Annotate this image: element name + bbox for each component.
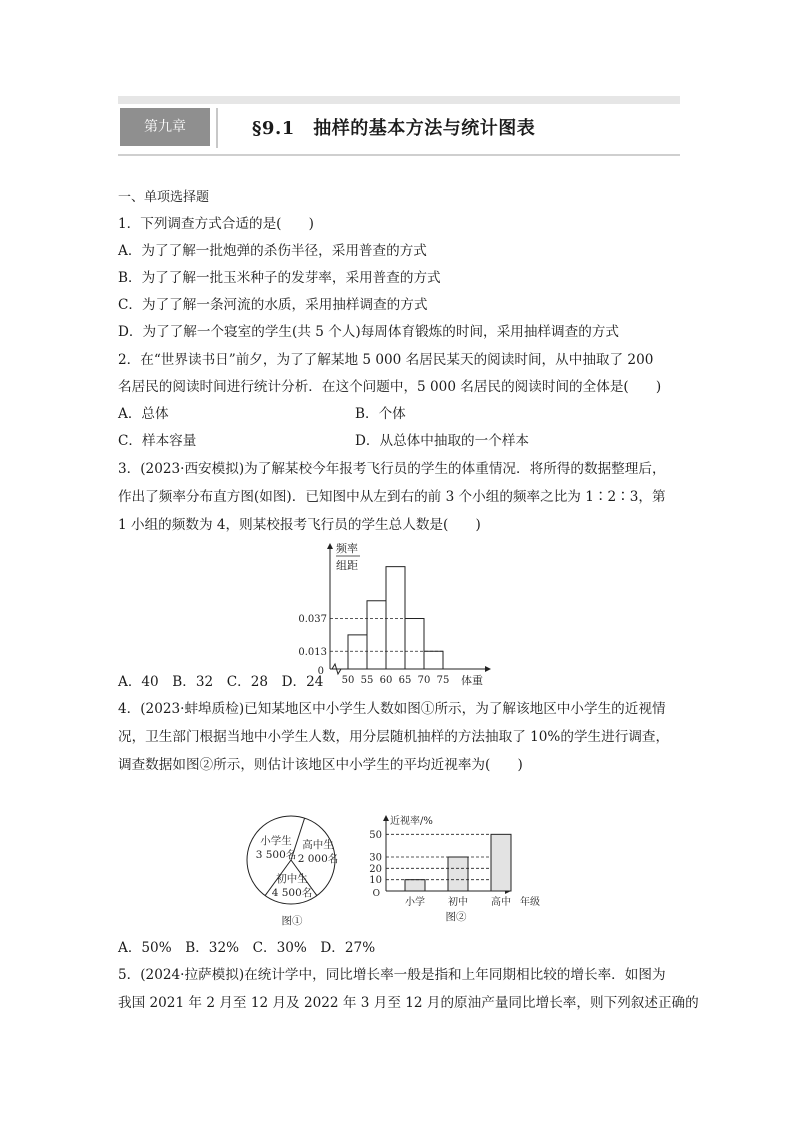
pie-label-middle: 初中生 bbox=[276, 873, 308, 885]
hist-bar bbox=[386, 567, 405, 669]
bar2-y-tick-label: 20 bbox=[369, 863, 382, 875]
q4-options: A．50% B．32% C．30% D．27% bbox=[118, 940, 376, 956]
chapter-tab: 第九章 bbox=[120, 108, 210, 146]
page-title: §9.1 抽样的基本方法与统计图表 bbox=[252, 118, 536, 139]
histogram-chart bbox=[290, 538, 500, 690]
bar2-y-tick-label: 10 bbox=[369, 875, 382, 887]
q2-option-c: C．样本容量 bbox=[118, 433, 197, 449]
bar2-y-tick-label: 30 bbox=[369, 852, 382, 864]
q3-line2: 作出了频率分布直方图(如图)．已知图中从左到右的前 3 个小组的频率之比为 1∶2∶3，第 bbox=[118, 489, 666, 505]
q3-line3: 1 小组的频数为 4，则某校报考飞行员的学生总人数是( ) bbox=[118, 517, 481, 533]
q4-line3: 调查数据如图②所示，则估计该地区中小学生的平均近视率为( ) bbox=[118, 757, 523, 773]
pie-value-primary: 3 500名 bbox=[255, 849, 297, 861]
hist-ylabel-bottom: 组距 bbox=[336, 559, 358, 572]
bar2-x-tick-label: 小学 bbox=[405, 897, 425, 908]
hist-bar bbox=[424, 651, 443, 669]
bar2-ylabel: 近视率/% bbox=[390, 816, 433, 827]
q4-line2: 况，卫生部门根据当地中小学生人数，用分层随机抽样的方法抽取了 10%的学生进行调查， bbox=[118, 729, 670, 745]
hist-y-tick-label: 0.037 bbox=[298, 614, 327, 626]
q5-line1: 5．(2024·拉萨模拟)在统计学中，同比增长率一般是指和上年同期相比较的增长率．如图为 bbox=[118, 967, 666, 983]
q3-line1: 3．(2023·西安模拟)为了解某校今年报考飞行员的学生的体重情况．将所得的数据整理后， bbox=[118, 461, 666, 477]
hist-bar bbox=[348, 635, 367, 669]
hist-x-tick-label: 60 bbox=[379, 675, 393, 686]
q1-stem: 1．下列调查方式合适的是( ) bbox=[118, 216, 314, 232]
pie-caption: 图① bbox=[281, 915, 303, 927]
q2-line1: 2．在“世界读书日”前夕，为了了解某地 5 000 名居民某天的阅读时间，从中抽取了 200 bbox=[118, 352, 654, 368]
hist-x-tick-label: 75 bbox=[436, 675, 450, 686]
pie-value-middle: 4 500名 bbox=[271, 887, 313, 899]
q2-option-a: A．总体 bbox=[118, 406, 169, 422]
q4-line1: 4．(2023·蚌埠质检)已知某地区中小学生人数如图①所示，为了解该地区中小学生的近视情 bbox=[118, 701, 666, 717]
hist-ylabel-top: 频率 bbox=[336, 542, 358, 555]
bar2-x-tick-label: 高中 bbox=[491, 897, 511, 908]
pie-label-primary: 小学生 bbox=[260, 835, 292, 847]
bar2-origin-label: O bbox=[372, 889, 380, 899]
bar2-bar bbox=[405, 880, 425, 891]
q1-option-d: D．为了了解一个寝室的学生(共 5 个人)每周体育锻炼的时间，采用抽样调查的方式 bbox=[118, 324, 619, 340]
hist-x-tick-label: 55 bbox=[360, 675, 374, 686]
bar2-y-tick-label: 50 bbox=[369, 829, 382, 841]
section-heading: 一、单项选择题 bbox=[118, 190, 210, 205]
bar2-bar bbox=[448, 857, 468, 891]
hist-x-tick-label: 50 bbox=[341, 675, 355, 686]
hist-xlabel: 体重 bbox=[461, 674, 483, 687]
pie-chart bbox=[240, 812, 350, 928]
hist-x-tick-label: 65 bbox=[398, 675, 412, 686]
bar2-caption: 图② bbox=[445, 911, 467, 923]
q3-options: A．40 B．32 C．28 D．24 bbox=[118, 674, 324, 690]
q2-option-b: B．个体 bbox=[355, 406, 406, 422]
q2-option-d: D．从总体中抽取的一个样本 bbox=[355, 433, 530, 449]
bar2-x-tick-label: 初中 bbox=[448, 897, 468, 908]
hist-origin-label: 0 bbox=[317, 666, 324, 677]
hist-bar bbox=[405, 619, 424, 669]
hist-x-tick-label: 70 bbox=[417, 675, 431, 686]
q2-line2: 名居民的阅读时间进行统计分析．在这个问题中，5 000 名居民的阅读时间的全体是( ) bbox=[118, 379, 662, 395]
chapter-divider bbox=[216, 108, 218, 148]
myopia-bar-chart bbox=[358, 810, 558, 930]
hist-y-tick-label: 0.013 bbox=[298, 646, 327, 658]
pie-value-high: 2 000名 bbox=[297, 853, 339, 865]
header-strip bbox=[118, 96, 680, 104]
pie-label-high: 高中生 bbox=[302, 839, 334, 851]
q5-line2: 我国 2021 年 2 月至 12 月及 2022 年 3 月至 12 月的原油产量同比增长率，则下列叙述正确的 bbox=[118, 995, 699, 1011]
q1-option-b: B．为了了解一批玉米种子的发芽率，采用普查的方式 bbox=[118, 270, 441, 286]
bar2-xlabel: 年级 bbox=[520, 897, 540, 908]
q1-option-a: A．为了了解一批炮弹的杀伤半径，采用普查的方式 bbox=[118, 243, 427, 259]
bar2-bar bbox=[491, 834, 511, 891]
hist-bar bbox=[367, 601, 386, 669]
q1-option-c: C．为了了解一条河流的水质，采用抽样调查的方式 bbox=[118, 297, 428, 313]
